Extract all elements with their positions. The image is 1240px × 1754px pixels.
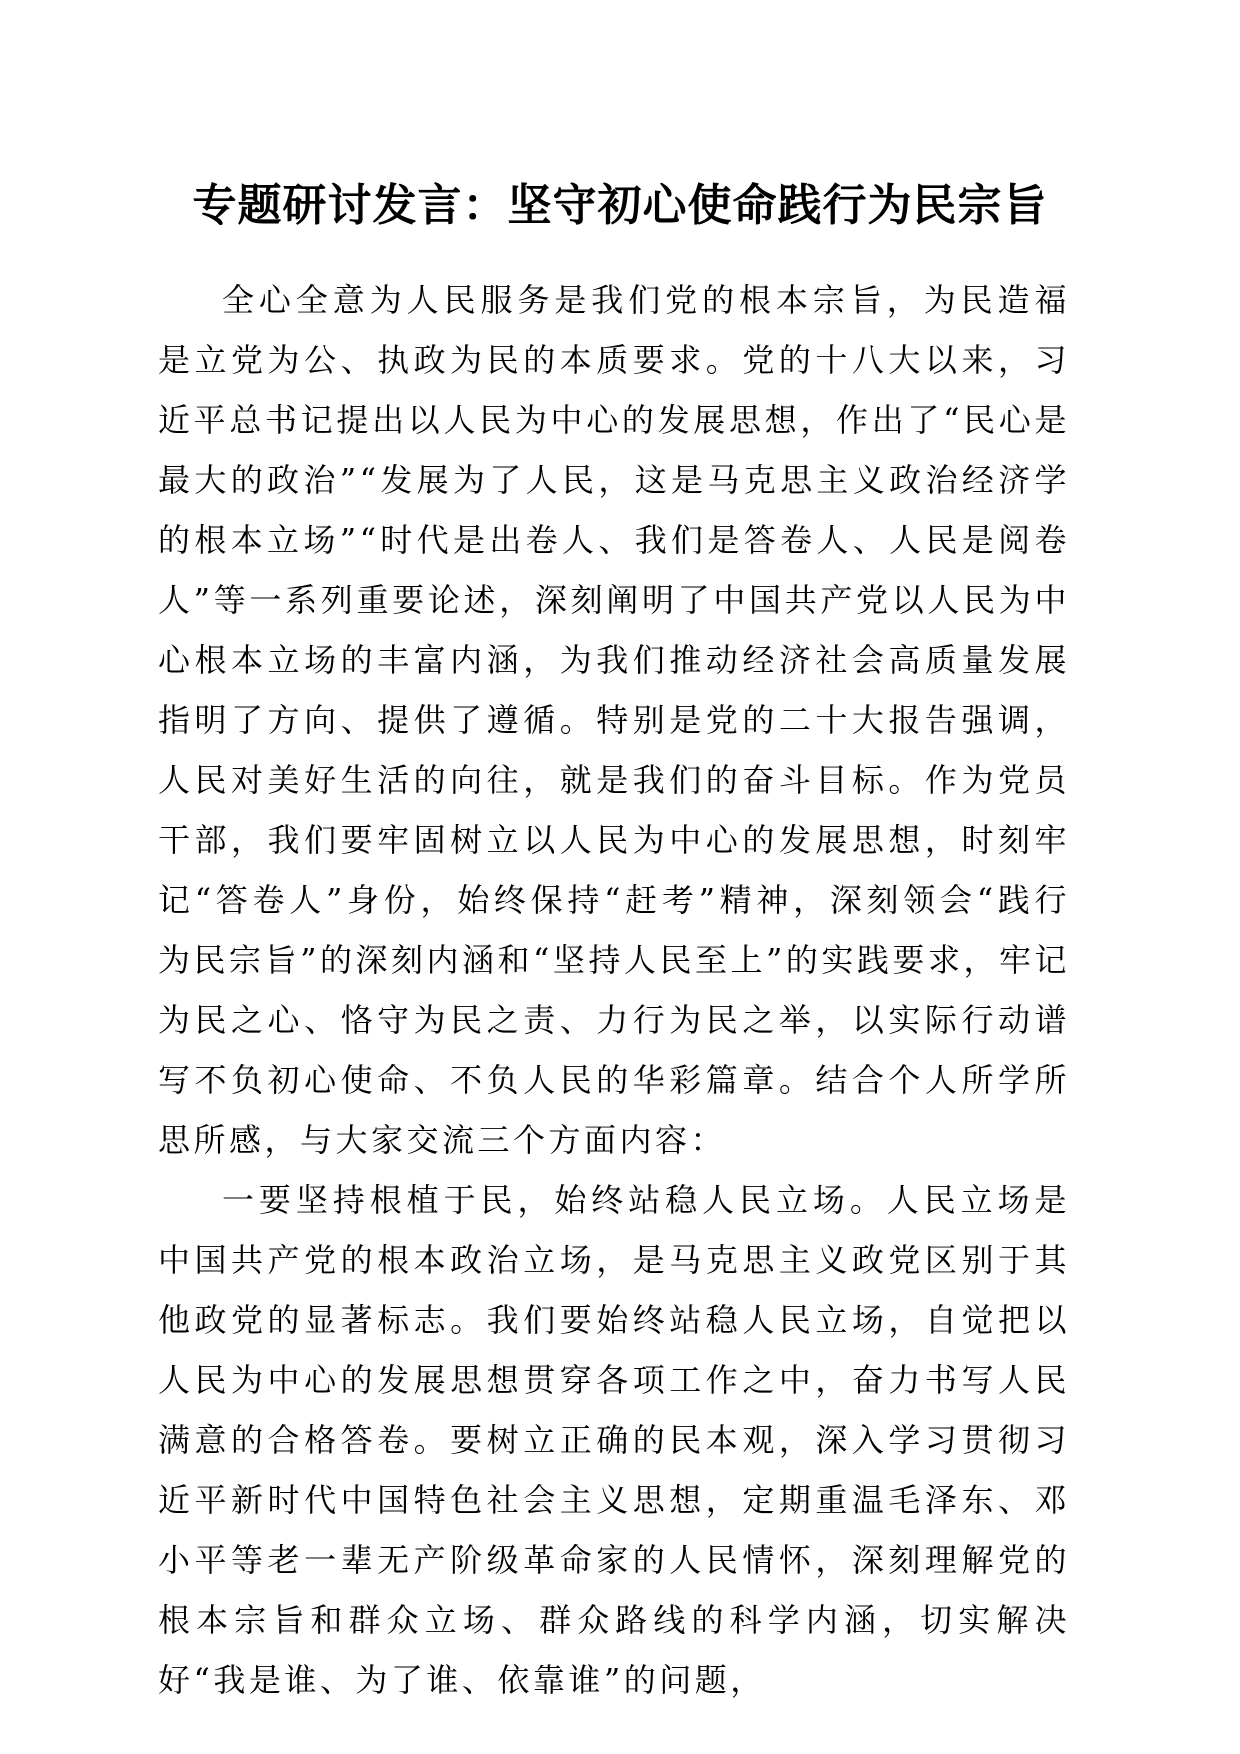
document-body [158,270,1070,1710]
paragraph-intro: 全心全意为人民服务是我们党的根本宗旨，为民造福是立党为公、执政为民的本质要求。党的十八大以来，习近平总书记提出以人民为中心的发展思想，作出了“民心是最大的政治”“发展为了人民，这是马克思主义政治经济学的根本立场”“时代是出卷人、我们是答卷人、人民是阅卷人”等一系列重要论述，深刻阐明了中国共产党以人民为中心根本立场的丰富内涵，为我们推动经济社会高质量发展指明了方向、提供了遵循。特别是党的二十大报告强调，人民对美好生活的向往，就是我们的奋斗目标。作为党员干部，我们要牢固树立以人民为中心的发展思想，时刻牢记“答卷人”身份，始终保持“赶考”精神，深刻领会“践行为民宗旨”的深刻内涵和“坚持人民至上”的实践要求，牢记为民之心、恪守为民之责、力行为民之举，以实际行动谱写不负初心使命、不负人民的华彩篇章。结合个人所学所思所感，与大家交流三个方面内容： [158,281,1070,1159]
document-title: 专题研讨发言：坚守初心使命践行为民宗旨 [192,180,1048,231]
paragraph-point-one: 一要坚持根植于民，始终站稳人民立场。人民立场是中国共产党的根本政治立场，是马克思主义政党区别于其他政党的显著标志。我们要始终站稳人民立场，自觉把以人民为中心的发展思想贯穿各项工作之中，奋力书写人民满意的合格答卷。要树立正确的民本观，深入学习贯彻习近平新时代中国特色社会主义思想，定期重温毛泽东、邓小平等老一辈无产阶级革命家的人民情怀，深刻理解党的根本宗旨和群众立场、群众路线的科学内涵，切实解决好“我是谁、为了谁、依靠谁”的问题， [158,1181,1070,1699]
